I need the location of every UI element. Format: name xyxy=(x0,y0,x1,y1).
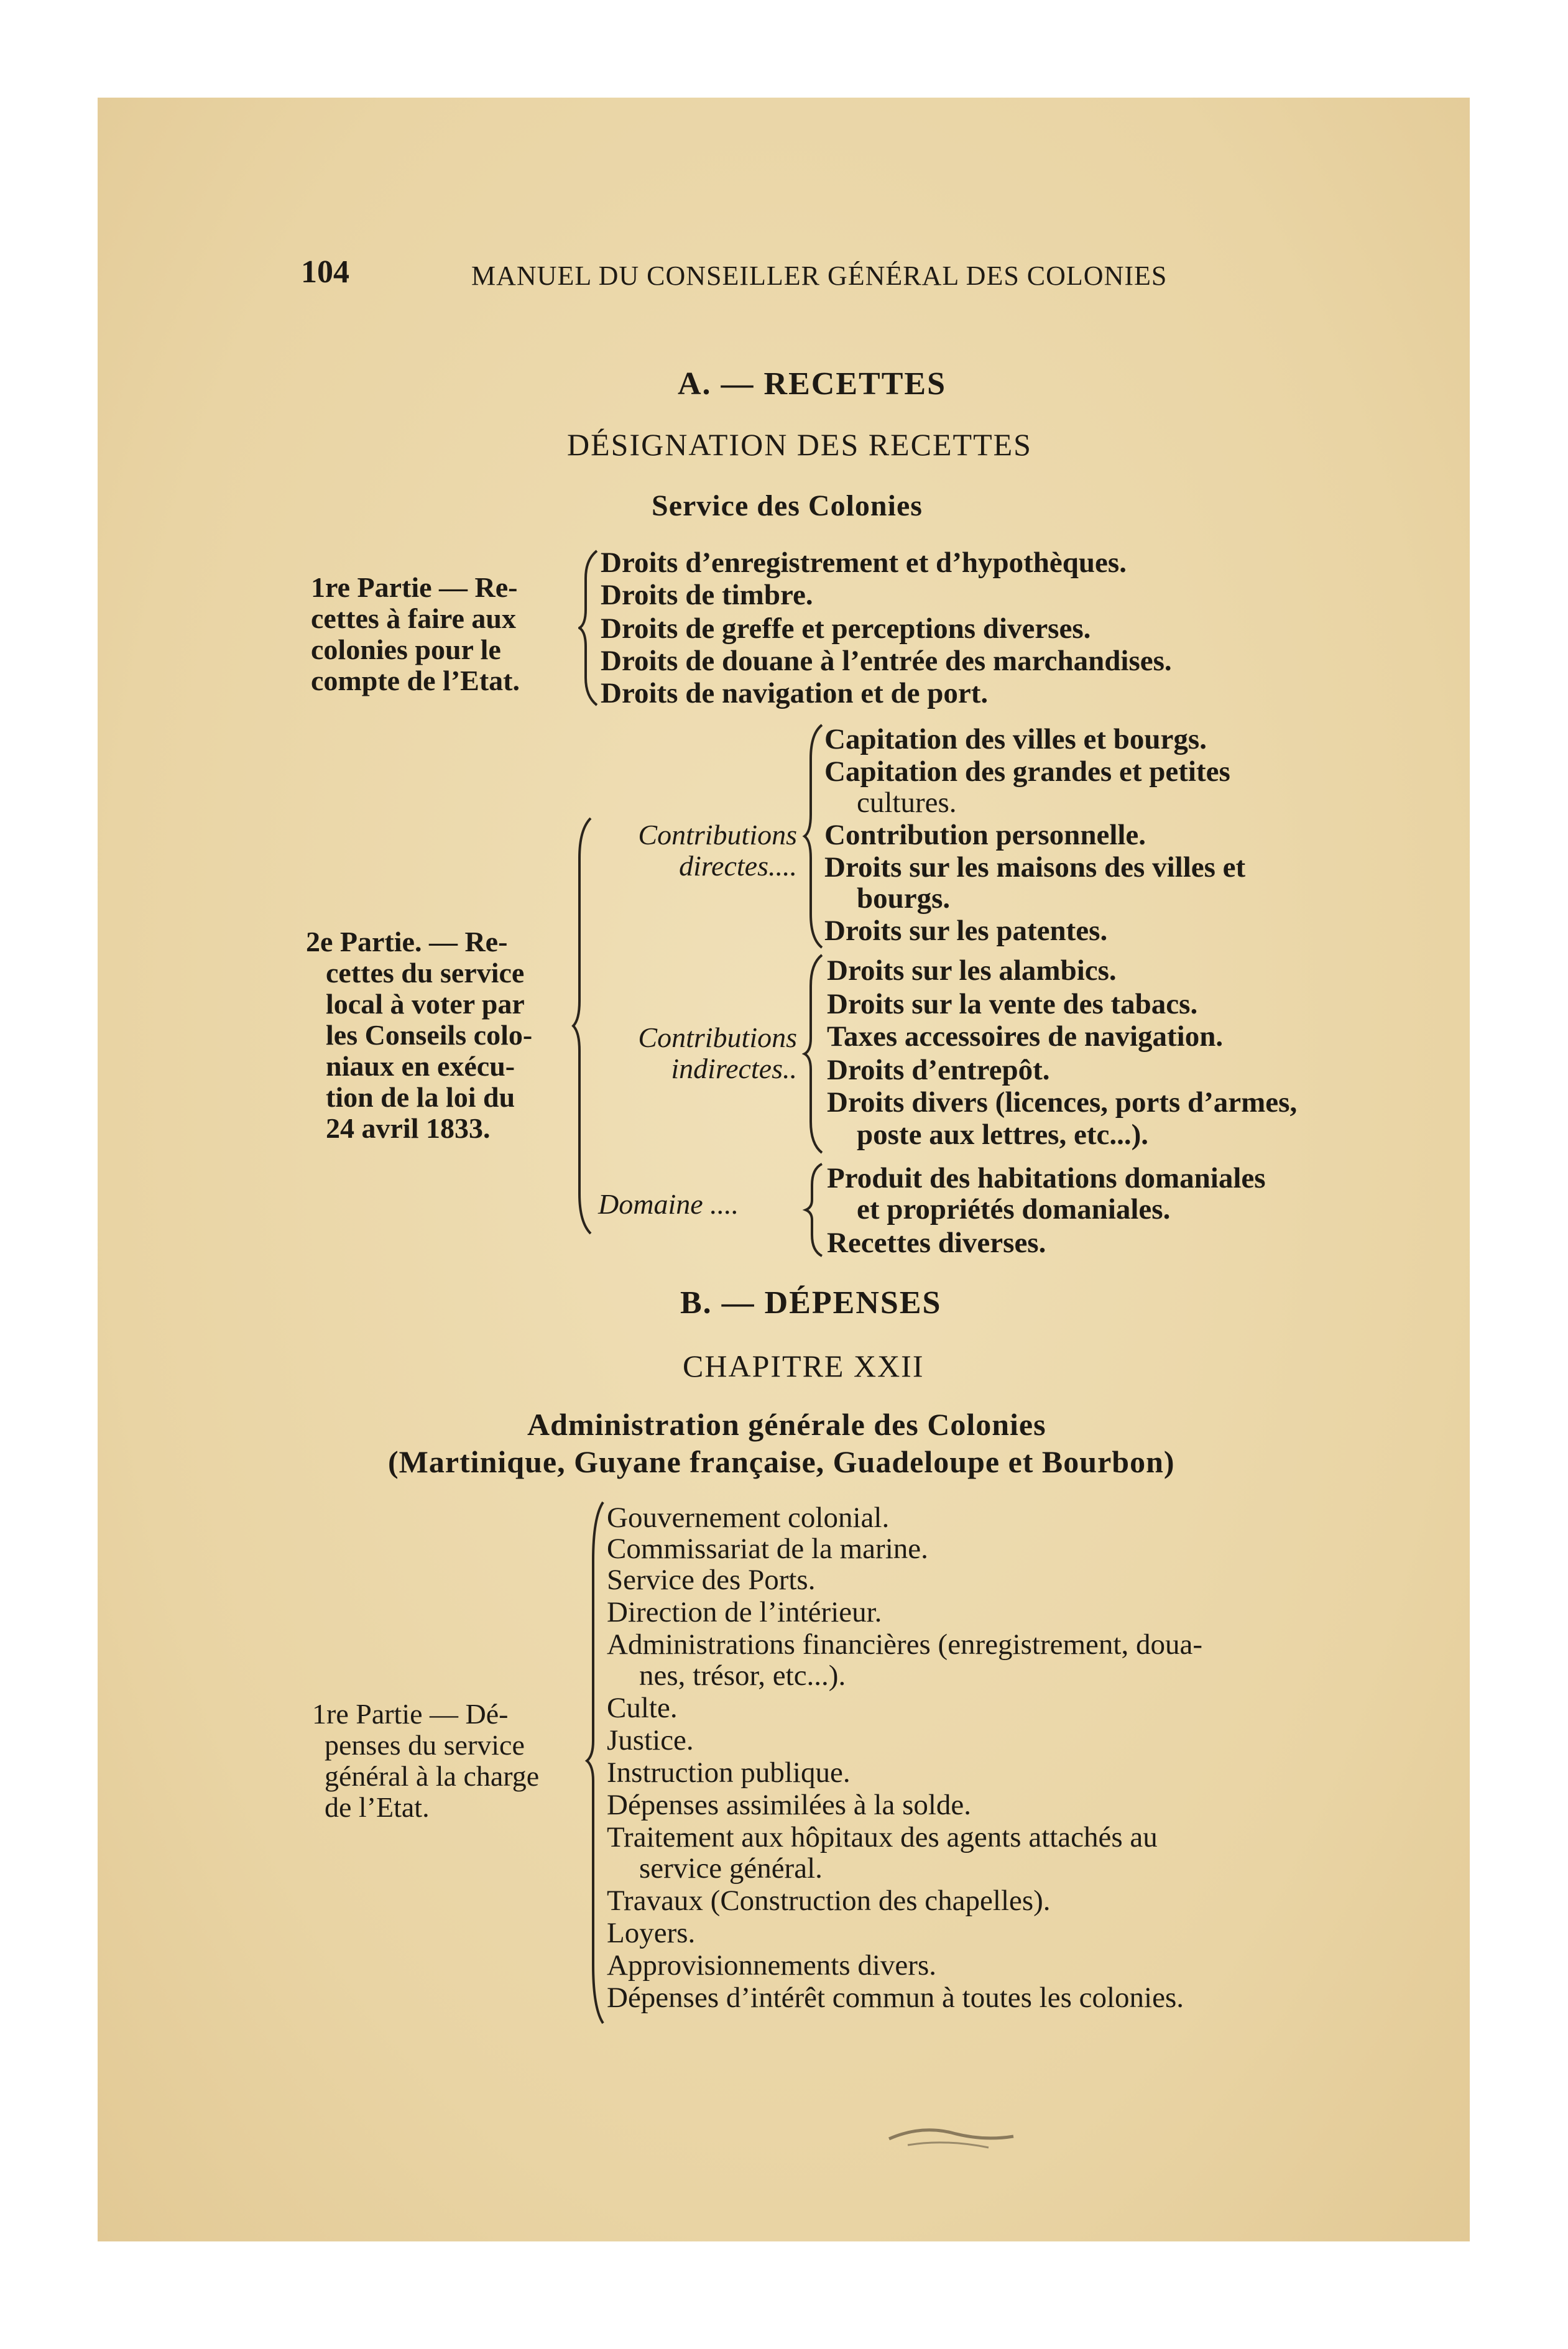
part2-recettes-label-line: cettes du service xyxy=(326,957,525,989)
recettes-item: Droits de greffe et perceptions diverses. xyxy=(601,612,1091,645)
service-title: Service des Colonies xyxy=(652,489,923,522)
admin-subtitle: (Martinique, Guyane française, Guadeloupe et Bourbon) xyxy=(388,1444,1175,1479)
part1-recettes-brace xyxy=(578,547,603,709)
indirectes-brace xyxy=(802,951,827,1156)
chapter-title: CHAPITRE XXII xyxy=(683,1349,925,1383)
depenses-item: Instruction publique. xyxy=(607,1756,851,1789)
section-title-depenses: B. — DÉPENSES xyxy=(680,1285,942,1321)
indirectes-label xyxy=(598,1022,797,1084)
part1-depenses-label-line: penses du service xyxy=(325,1729,525,1761)
domaine-item: Recettes diverses. xyxy=(827,1227,1046,1259)
designation-title: DÉSIGNATION DES RECETTES xyxy=(567,427,1032,462)
indirectes-label-line: indirectes.. xyxy=(671,1053,797,1084)
depenses-item: service général. xyxy=(639,1852,823,1885)
depenses-item: Direction de l’intérieur. xyxy=(607,1596,882,1628)
part1-depenses-label-line: général à la charge xyxy=(325,1760,540,1792)
directes-item: bourgs. xyxy=(857,882,951,915)
depenses-item: Traitement aux hôpitaux des agents attachés au xyxy=(607,1821,1158,1853)
directes-label xyxy=(598,819,797,882)
directes-label-line: directes.... xyxy=(679,850,797,882)
indirectes-item: Droits d’entrepôt. xyxy=(827,1054,1050,1086)
directes-item: cultures. xyxy=(857,787,957,819)
running-title: MANUEL DU CONSEILLER GÉNÉRAL DES COLONIES xyxy=(471,261,1168,291)
indirectes-label-line: Contributions xyxy=(638,1022,797,1053)
part1-depenses-label-line: 1re Partie — Dé- xyxy=(312,1698,509,1730)
part2-recettes-label-line: les Conseils colo- xyxy=(326,1019,533,1051)
depenses-item: Service des Ports. xyxy=(607,1564,816,1596)
section-title-recettes: A. — RECETTES xyxy=(678,366,946,402)
depenses-item: Loyers. xyxy=(607,1917,696,1949)
indirectes-item: poste aux lettres, etc...). xyxy=(857,1119,1148,1151)
part1-recettes-label-line: 1re Partie — Re- xyxy=(311,571,518,603)
depenses-item: Dépenses d’intérêt commun à toutes les colonies. xyxy=(607,1982,1184,2014)
depenses-item: Gouvernement colonial. xyxy=(607,1502,890,1534)
part2-recettes-label-line: 24 avril 1833. xyxy=(326,1112,491,1144)
indirectes-item: Taxes accessoires de navigation. xyxy=(827,1020,1224,1053)
part2-recettes-label-line: local à voter par xyxy=(326,988,525,1020)
printer-ornament xyxy=(883,2114,1020,2164)
directes-brace xyxy=(802,721,827,951)
directes-item: Capitation des grandes et petites xyxy=(824,755,1230,788)
depenses-item: Approvisionnements divers. xyxy=(607,1949,936,1982)
directes-item: Droits sur les maisons des villes et xyxy=(824,851,1246,884)
part1-depenses-label-line: de l’Etat. xyxy=(325,1791,430,1823)
part1-recettes-label-line: colonies pour le xyxy=(311,634,501,665)
admin-title: Administration générale des Colonies xyxy=(527,1407,1046,1442)
indirectes-item: Droits divers (licences, ports d’armes, xyxy=(827,1086,1298,1119)
depenses-item: Dépenses assimilées à la solde. xyxy=(607,1789,972,1821)
part1-depenses-label xyxy=(312,1699,539,1823)
depenses-item: Travaux (Construction des chapelles). xyxy=(607,1885,1051,1917)
recettes-item: Droits de timbre. xyxy=(601,579,813,611)
part2-recettes-label-line: tion de la loi du xyxy=(326,1081,515,1113)
domaine-item: et propriétés domaniales. xyxy=(857,1193,1171,1225)
depenses-item: Culte. xyxy=(607,1692,678,1724)
part1-recettes-label xyxy=(311,572,520,696)
part2-recettes-brace xyxy=(571,815,596,1237)
recettes-item: Droits de douane à l’entrée des marchandises. xyxy=(601,645,1172,677)
page-number: 104 xyxy=(301,254,349,290)
domaine-item: Produit des habitations domaniales xyxy=(827,1162,1266,1194)
depenses-item: Administrations financières (enregistrement, doua- xyxy=(607,1628,1202,1661)
domaine-label: Domaine .... xyxy=(598,1188,739,1220)
directes-item: Droits sur les patentes. xyxy=(824,915,1108,947)
part1-recettes-label-line: compte de l’Etat. xyxy=(311,665,520,696)
part2-recettes-label-line: niaux en exécu- xyxy=(326,1050,515,1082)
depenses-item: nes, trésor, etc...). xyxy=(639,1659,846,1692)
directes-item: Capitation des villes et bourgs. xyxy=(824,723,1207,755)
indirectes-item: Droits sur les alambics. xyxy=(827,954,1117,987)
depenses-item: Justice. xyxy=(607,1724,694,1756)
part2-recettes-label-line: 2e Partie. — Re- xyxy=(306,926,508,958)
directes-label-line: Contributions xyxy=(638,819,797,851)
recettes-item: Droits de navigation et de port. xyxy=(601,677,989,709)
domaine-brace xyxy=(802,1160,827,1260)
depenses-item: Commissariat de la marine. xyxy=(607,1533,928,1565)
part2-recettes-label xyxy=(306,926,532,1144)
indirectes-item: Droits sur la vente des tabacs. xyxy=(827,988,1198,1020)
part1-depenses-brace xyxy=(584,1498,609,2027)
directes-item: Contribution personnelle. xyxy=(824,819,1146,851)
recettes-item: Droits d’enregistrement et d’hypothèques. xyxy=(601,547,1127,579)
part1-recettes-label-line: cettes à faire aux xyxy=(311,602,516,634)
